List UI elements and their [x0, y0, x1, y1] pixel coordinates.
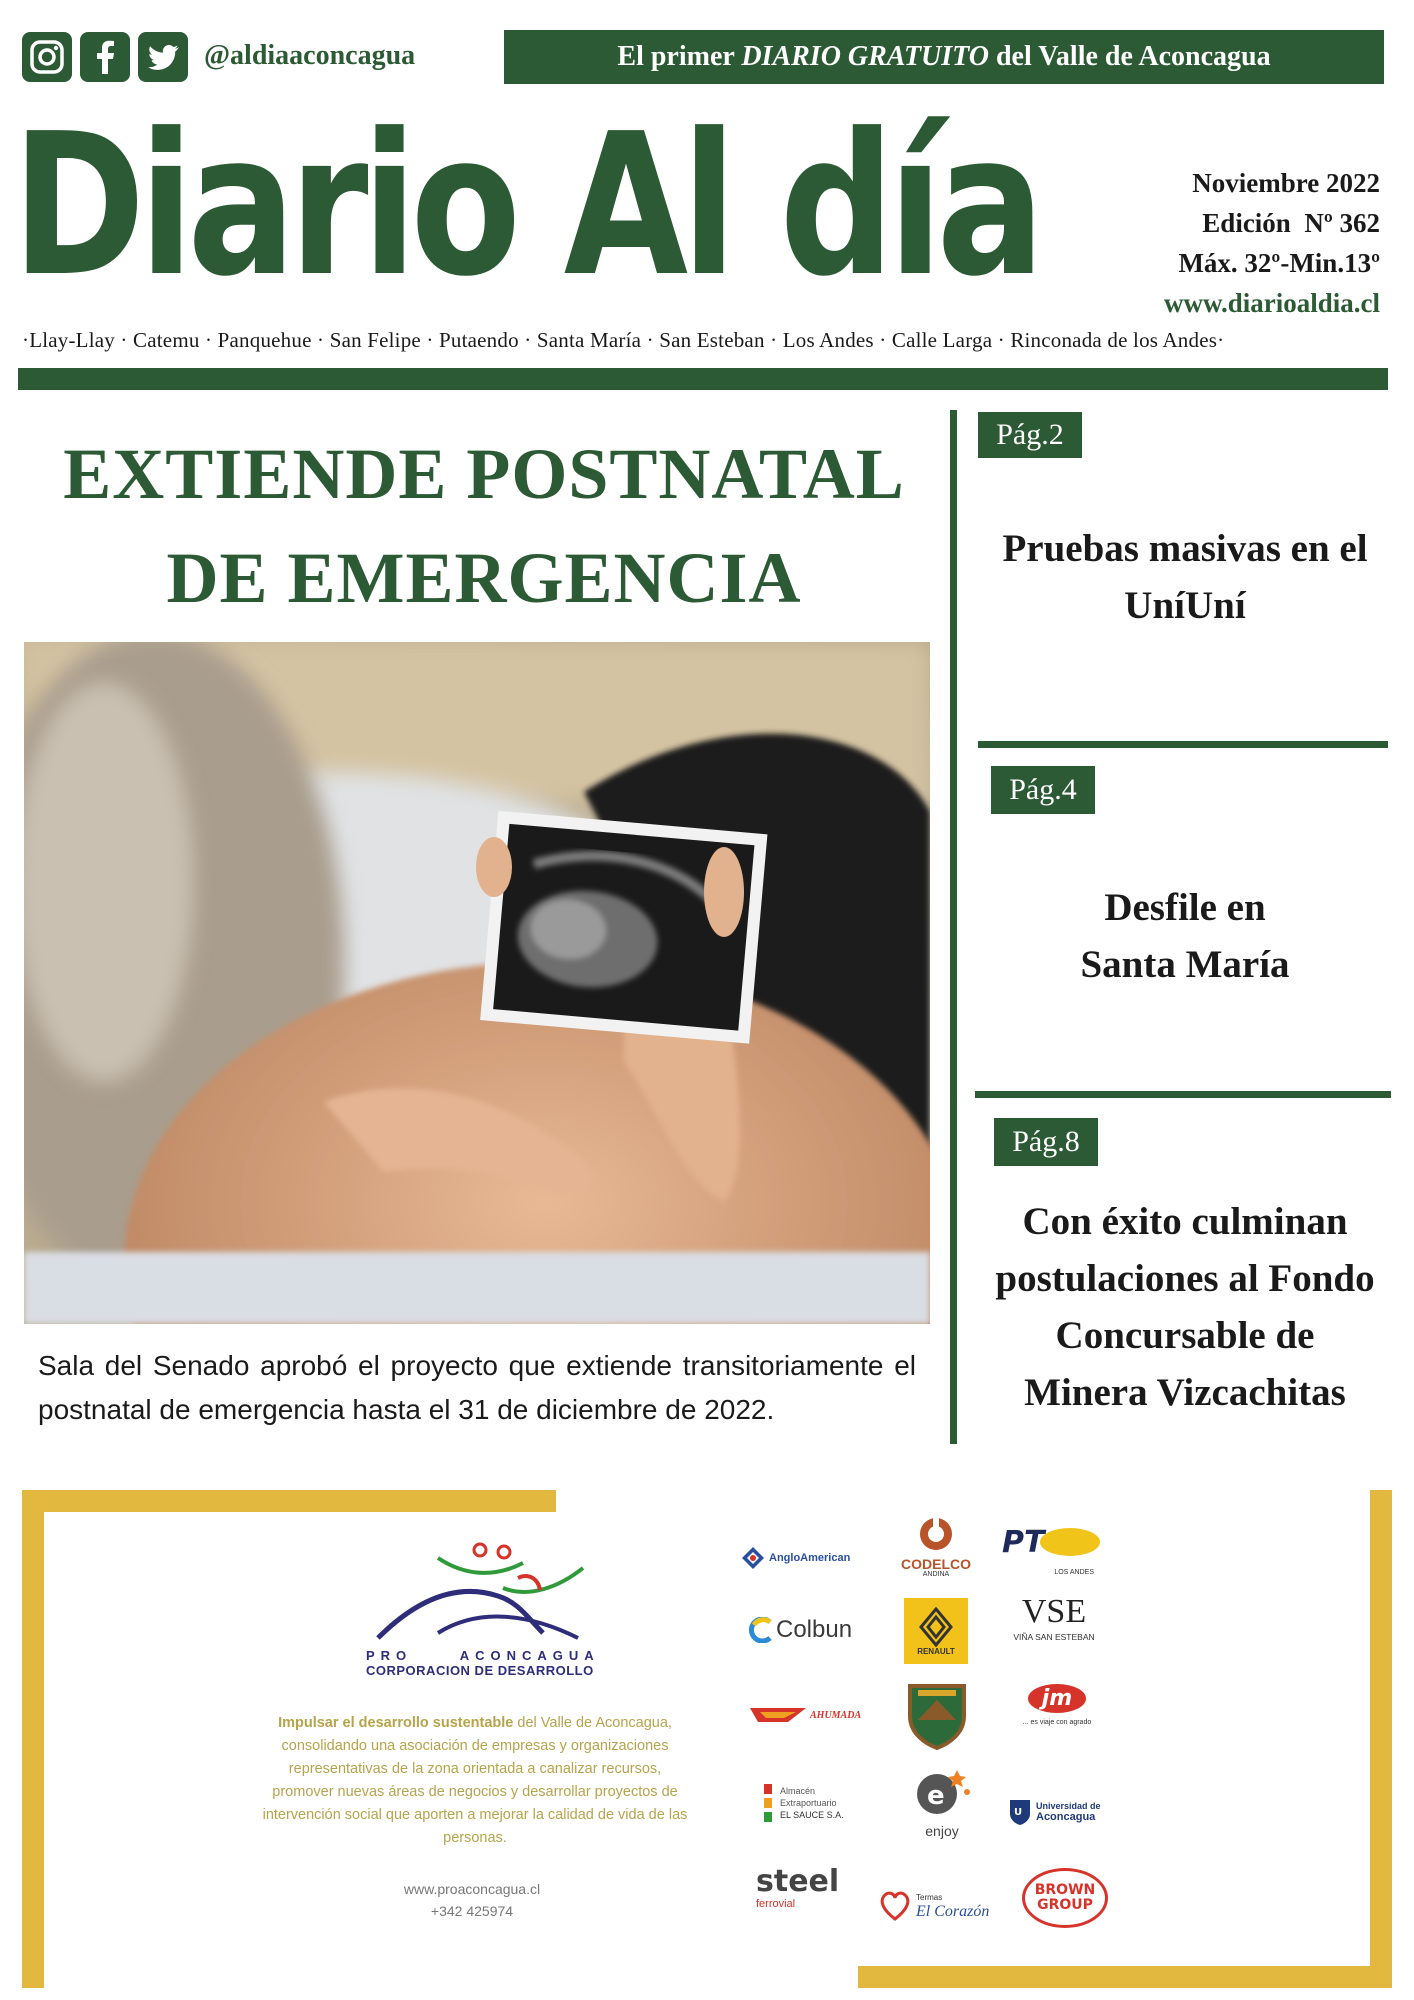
instagram-icon[interactable]	[22, 32, 72, 82]
jm-logo: jm ... es viaje con agrado	[1022, 1686, 1092, 1726]
main-headline[interactable]	[24, 422, 944, 630]
main-story-caption: Sala del Senado aprobó el proyecto que extiende transitoriamente el postnatal de emergencia hasta el 31 de diciembre de 2022.	[38, 1350, 916, 1425]
sidebar-story-1-line-2: UníUní	[1124, 584, 1246, 627]
edition-date: Noviembre 2022	[1192, 168, 1380, 198]
pro-aconcagua-logo	[368, 1538, 598, 1648]
codelco-logo: CODELCO ANDINA	[888, 1516, 984, 1586]
sidebar-story-2[interactable]	[976, 879, 1394, 993]
org-line-2: CORPORACION DE DESARROLLO	[366, 1663, 594, 1678]
colbun-logo: Colbun	[748, 1608, 868, 1652]
pt-icon	[998, 1520, 1104, 1564]
svg-text:e: e	[927, 1781, 945, 1811]
sidebar-rule-1	[978, 741, 1388, 748]
brown-group-logo: BROWN GROUP	[1022, 1868, 1108, 1928]
colbun-icon	[748, 1617, 774, 1643]
tagline-banner	[504, 30, 1384, 84]
sidebar-story-2-line-1: Desfile en	[1104, 886, 1266, 929]
social-handle[interactable]: @aldiaaconcagua	[204, 40, 416, 71]
sidebar-story-3-line-4: Minera Vizcachitas	[1024, 1371, 1346, 1414]
el-sauce-icon	[762, 1782, 774, 1824]
ad-contact	[352, 1878, 592, 1922]
header-rule	[18, 368, 1388, 390]
universidad-aconcagua-logo: U Universidad de Aconcagua	[1008, 1792, 1118, 1832]
column-divider	[950, 410, 957, 1444]
vina-san-esteban-logo: VSE VIÑA SAN ESTEBAN	[1013, 1593, 1095, 1642]
sidebar-story-3-line-3: Concursable de	[1055, 1314, 1315, 1357]
mission-statement	[258, 1712, 692, 1850]
sidebar-story-3-line-1: Con éxito culminan	[1022, 1200, 1348, 1243]
sidebar-rule-2	[975, 1091, 1391, 1098]
ad-frame-top	[22, 1490, 556, 1512]
el-sauce-logo: Almacén Extraportuario EL SAUCE S.A.	[762, 1778, 882, 1828]
codelco-icon	[916, 1516, 956, 1552]
masthead-title: Diario Al día	[12, 92, 1039, 320]
angloamerican-icon	[740, 1545, 766, 1571]
sidebar-story-1-line-1: Pruebas masivas en el	[1002, 527, 1368, 570]
angloamerican-logo: AngloAmerican	[740, 1538, 870, 1578]
shield-icon	[904, 1680, 970, 1750]
universidad-icon	[1008, 1798, 1032, 1826]
renault-icon	[919, 1607, 953, 1647]
sidebar-story-3-line-2: postulaciones al Fondo	[995, 1257, 1375, 1300]
ahumada-icon	[748, 1704, 808, 1726]
tagline-pre: El primer	[617, 41, 742, 72]
sidebar-story-1[interactable]	[976, 520, 1394, 634]
main-story-photo	[24, 642, 930, 1324]
sidebar-story-2-line-2: Santa María	[1080, 943, 1290, 986]
ad-phone: +342 425974	[430, 1903, 514, 1919]
pro-aconcagua-name	[366, 1648, 606, 1678]
svg-text:PT: PT	[1002, 1525, 1045, 1560]
edition-number: Edición Nº 362	[1202, 208, 1380, 238]
steel-logo: steel ferrovial	[756, 1864, 840, 1910]
main-headline-line-1: EXTIENDE POSTNATAL	[63, 434, 905, 514]
ad-frame-right	[1370, 1490, 1392, 1988]
renault-logo: RENAULT	[904, 1598, 968, 1664]
website-link[interactable]: www.diarioaldia.cl	[1163, 288, 1380, 318]
shield-logo	[904, 1680, 970, 1750]
svg-text:U: U	[1014, 1807, 1023, 1818]
twitter-icon[interactable]	[138, 32, 188, 82]
tagline-post: del Valle de Aconcagua	[988, 41, 1271, 72]
enjoy-logo: e enjoy	[902, 1762, 982, 1850]
sponsor-ad[interactable]	[22, 1490, 1392, 1988]
ad-frame-bottom	[858, 1966, 1392, 1988]
weather-info: Máx. 32º-Min.13º	[1178, 248, 1380, 278]
page-badge-4[interactable]: Pág.4	[991, 766, 1095, 814]
towns-list: ·Llay-Llay · Catemu · Panquehue · San Felipe · Putaendo · Santa María · San Esteban · Los Andes · Calle Larga · Rinconada de los Andes·	[22, 328, 1225, 352]
sidebar-story-3[interactable]	[976, 1193, 1394, 1421]
page-badge-8[interactable]: Pág.8	[994, 1118, 1098, 1166]
mission-text: del Valle de Aconcagua, consolidando una asociación de empresas y organizaciones representativas de la zona orientada a canalizar recursos, promover nuevas áreas de negocios y desarrollar proyectos de intervención social que aporten a mejorar la calidad de vida de las personas.	[262, 1715, 688, 1846]
termas-el-corazon-logo: Termas El Corazón	[878, 1880, 1004, 1930]
page-badge-2[interactable]: Pág.2	[978, 412, 1082, 458]
ad-frame-left	[22, 1490, 44, 1988]
main-headline-line-2: DE EMERGENCIA	[166, 538, 802, 618]
photo-illustration	[24, 642, 930, 1324]
tagline-emphasis: DIARIO GRATUITO	[741, 41, 989, 72]
enjoy-icon	[907, 1762, 977, 1818]
org-line-1: PRO ACONCAGUA	[366, 1648, 600, 1663]
heart-icon	[878, 1889, 912, 1921]
edition-info	[1080, 163, 1380, 323]
facebook-icon[interactable]	[80, 32, 130, 82]
ahumada-logo: AHUMADA	[748, 1700, 878, 1730]
mission-highlight: Impulsar el desarrollo sustentable	[278, 1715, 514, 1731]
ad-website[interactable]: www.proaconcagua.cl	[403, 1881, 541, 1897]
pt-los-andes-logo: PT LOS ANDES	[998, 1520, 1108, 1580]
